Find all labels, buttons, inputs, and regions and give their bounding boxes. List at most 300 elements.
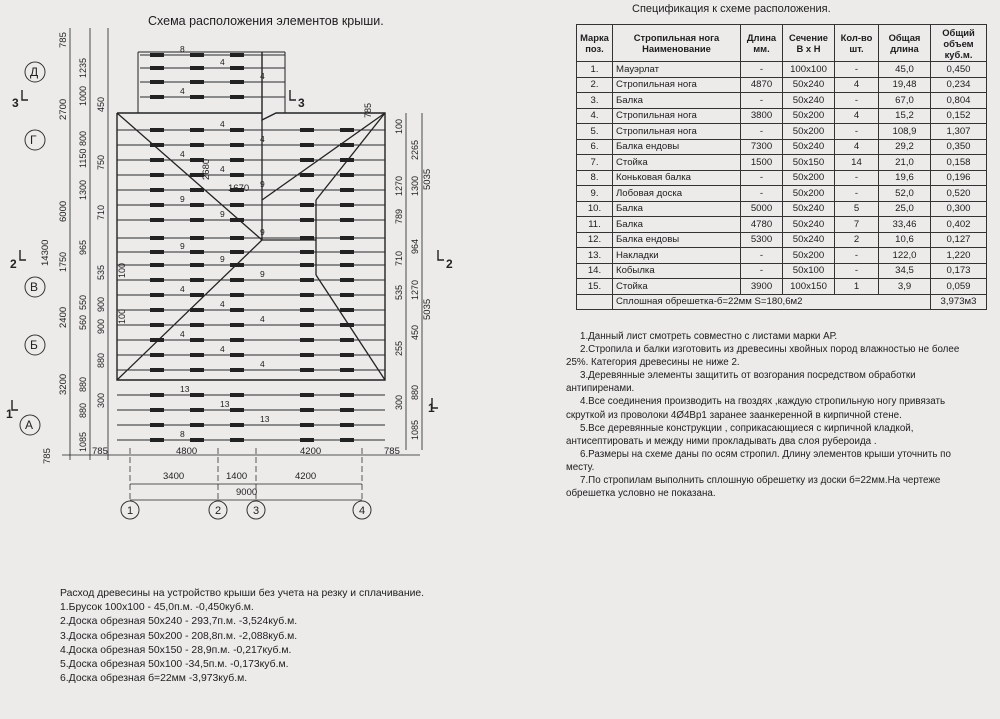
rafter-segment bbox=[300, 423, 314, 427]
note-item: 5.Все деревянные конструкции , соприкасающиеся с кирпичной кладкой, антисептировать и между ними прокладывать два слоя рубероида . bbox=[566, 422, 914, 447]
element-label: 4 bbox=[220, 164, 225, 174]
dim-450: 450 bbox=[96, 96, 106, 112]
cell: 50x200 bbox=[783, 186, 835, 202]
left-outer-dims bbox=[40, 32, 69, 464]
dim-100-a: 100 bbox=[117, 262, 127, 278]
cell: 1500 bbox=[741, 155, 783, 171]
cell: 5300 bbox=[741, 232, 783, 248]
cell: 50x240 bbox=[783, 93, 835, 109]
table-row bbox=[577, 279, 987, 295]
rafter-segment bbox=[190, 368, 204, 372]
element-label: 4 bbox=[260, 359, 265, 369]
rafter-segment bbox=[150, 368, 164, 372]
table-row bbox=[577, 186, 987, 202]
table-row bbox=[577, 248, 987, 264]
rafter-segment bbox=[230, 250, 244, 254]
cell: 7. bbox=[577, 155, 613, 171]
rafter-segment bbox=[190, 143, 204, 147]
table-row bbox=[577, 155, 987, 171]
dim-535: 535 bbox=[96, 264, 106, 280]
rafters bbox=[117, 53, 385, 442]
rafter-segment bbox=[230, 438, 244, 442]
table-row bbox=[577, 170, 987, 186]
cell: 67,0 bbox=[879, 93, 931, 109]
spec-col-header: Марка поз. bbox=[577, 25, 613, 62]
wood-item: 1.Брусок 100х100 - 45,0п.м. -0,450куб.м. bbox=[60, 602, 254, 614]
rafter-segment bbox=[230, 53, 244, 57]
section-mark-1-right: 1 bbox=[428, 401, 435, 415]
cell: Лобовая доска bbox=[613, 186, 741, 202]
dim-b-785-right: 785 bbox=[384, 446, 400, 457]
spec-col-header: Общий объем куб.м. bbox=[931, 25, 987, 62]
dim-r-1085: 1085 bbox=[410, 419, 420, 440]
cell: 2 bbox=[835, 232, 879, 248]
element-label: 9 bbox=[220, 209, 225, 219]
cell: 100x100 bbox=[783, 62, 835, 78]
rafter-segment bbox=[230, 308, 244, 312]
cell: 12. bbox=[577, 232, 613, 248]
cell: 50x240 bbox=[783, 77, 835, 93]
dim-r-2265-a: 2265 bbox=[410, 139, 420, 160]
rafter-segment bbox=[230, 393, 244, 397]
rafter-segment bbox=[150, 143, 164, 147]
element-label: 4 bbox=[260, 71, 265, 81]
rafter-segment bbox=[230, 143, 244, 147]
rafter-segment bbox=[190, 250, 204, 254]
cell: 1 bbox=[835, 279, 879, 295]
cell: 7300 bbox=[741, 139, 783, 155]
section-mark-2-left: 2 bbox=[10, 257, 17, 271]
rafter-segment bbox=[190, 188, 204, 192]
element-label: 4 bbox=[180, 149, 185, 159]
spec-col-header: Сечение В х Н bbox=[783, 25, 835, 62]
cell: - bbox=[835, 248, 879, 264]
rafter-segment bbox=[340, 353, 354, 357]
dim-1750: 1750 bbox=[58, 251, 68, 272]
element-label: 4 bbox=[260, 134, 265, 144]
rafter-segment bbox=[190, 53, 204, 57]
spec-col-header: Стропильная нога Наименование bbox=[613, 25, 741, 62]
axis-label-D: Д bbox=[30, 65, 39, 79]
table-row bbox=[577, 139, 987, 155]
cell: 50x100 bbox=[783, 263, 835, 279]
cell: 50x200 bbox=[783, 108, 835, 124]
cell: Стропильная нога bbox=[613, 77, 741, 93]
table-row bbox=[577, 201, 987, 217]
wood-item: 5.Доска обрезная 50х100 -34,5п.м. -0,173куб.м. bbox=[60, 659, 289, 671]
dim-1300: 1300 bbox=[78, 179, 88, 200]
rafter-segment bbox=[230, 236, 244, 240]
rafter-segment bbox=[150, 308, 164, 312]
element-label: 4 bbox=[260, 314, 265, 324]
rafter-segment bbox=[190, 128, 204, 132]
element-label: 9 bbox=[260, 227, 265, 237]
cell: 19,48 bbox=[879, 77, 931, 93]
section-mark-2-right: 2 bbox=[446, 257, 453, 271]
cell: 4780 bbox=[741, 217, 783, 233]
cell: 3. bbox=[577, 93, 613, 109]
spec-footer-total: 3,973м3 bbox=[931, 294, 987, 310]
note-item: 4.Все соединения производить на гвоздях ,каждую стропильную ногу привязать скруткой из проволоки 4Ø4Вр1 заранее заанкеренной в кирпичной стене. bbox=[566, 396, 946, 421]
cell: 14 bbox=[835, 155, 879, 171]
table-row bbox=[577, 232, 987, 248]
note-item: 2.Стропила и балки изготовить из древесины хвойных пород влажностью не более 25%. Категория древесины не ниже 2. bbox=[566, 344, 960, 369]
rafter-segment bbox=[300, 128, 314, 132]
dim-800: 800 bbox=[78, 130, 88, 146]
rafter-segment bbox=[190, 323, 204, 327]
table-row bbox=[577, 93, 987, 109]
rafter-segment bbox=[150, 250, 164, 254]
dim-r-964: 964 bbox=[410, 238, 420, 254]
cell: 33,46 bbox=[879, 217, 931, 233]
cell: 0,402 bbox=[931, 217, 987, 233]
cell: 8. bbox=[577, 170, 613, 186]
rafter-segment bbox=[300, 338, 314, 342]
cell: 0,234 bbox=[931, 77, 987, 93]
rafter-segment bbox=[300, 293, 314, 297]
rafter-segment bbox=[340, 173, 354, 177]
rafter-segment bbox=[340, 143, 354, 147]
element-label: 13 bbox=[260, 414, 270, 424]
cell: 50x240 bbox=[783, 139, 835, 155]
element-label: 13 bbox=[180, 384, 190, 394]
cell: 50x240 bbox=[783, 217, 835, 233]
rafter-segment bbox=[150, 263, 164, 267]
cell: 2. bbox=[577, 77, 613, 93]
cell: 50x150 bbox=[783, 155, 835, 171]
rafter-segment bbox=[190, 278, 204, 282]
rafter-segment bbox=[230, 353, 244, 357]
rafter-segment bbox=[340, 323, 354, 327]
element-label: 9 bbox=[180, 194, 185, 204]
rafter-segment bbox=[150, 236, 164, 240]
cell: Стойка bbox=[613, 279, 741, 295]
rafter-segment bbox=[190, 236, 204, 240]
table-row bbox=[577, 62, 987, 78]
spec-footer-row bbox=[577, 294, 987, 310]
dim-r-100: 100 bbox=[394, 118, 404, 134]
dim-2400: 2400 bbox=[58, 306, 69, 328]
section-mark-3-left: 3 bbox=[12, 96, 19, 110]
notes bbox=[566, 330, 976, 500]
element-label: 13 bbox=[220, 399, 230, 409]
col-label-1: 1 bbox=[127, 505, 134, 517]
rafter-segment bbox=[150, 173, 164, 177]
rafter-segment bbox=[230, 80, 244, 84]
roof-outline bbox=[117, 52, 385, 380]
dim-900-b: 900 bbox=[96, 296, 106, 312]
rafter-segment bbox=[190, 80, 204, 84]
cell: 122,0 bbox=[879, 248, 931, 264]
cell: - bbox=[741, 93, 783, 109]
rafter-segment bbox=[150, 53, 164, 57]
rafter-segment bbox=[150, 423, 164, 427]
cell: Балка ендовы bbox=[613, 232, 741, 248]
bottom-dims bbox=[92, 446, 400, 498]
element-label: 4 bbox=[220, 119, 225, 129]
axis-label-V: В bbox=[30, 280, 39, 294]
dim-b-4200-top: 4200 bbox=[300, 446, 322, 457]
cell: 50x200 bbox=[783, 170, 835, 186]
rafter-segment bbox=[230, 278, 244, 282]
dim-b-3400: 3400 bbox=[163, 471, 185, 482]
cell: - bbox=[835, 93, 879, 109]
rafter-segment bbox=[340, 308, 354, 312]
note-item: 6.Размеры на схеме даны по осям стропил. Длину элементов крыши уточнить по месту. bbox=[566, 448, 951, 473]
rafter-segment bbox=[340, 158, 354, 162]
rafter-segment bbox=[340, 203, 354, 207]
plan-title: Схема расположения элементов крыши. bbox=[148, 14, 384, 28]
rafter-segment bbox=[300, 203, 314, 207]
cell: 0,196 bbox=[931, 170, 987, 186]
cell: - bbox=[741, 124, 783, 140]
rafter-segment bbox=[300, 236, 314, 240]
element-label: 4 bbox=[180, 284, 185, 294]
dim-b-4200: 4200 bbox=[295, 471, 317, 482]
rafter-segment bbox=[340, 218, 354, 222]
spec-body bbox=[577, 62, 987, 295]
dim-2700: 2700 bbox=[58, 98, 69, 120]
cell: 52,0 bbox=[879, 186, 931, 202]
dim-2680: 2680 bbox=[201, 158, 212, 180]
dim-1235: 1235 bbox=[78, 57, 88, 78]
dim-b-4800: 4800 bbox=[176, 446, 198, 457]
cell: 7 bbox=[835, 217, 879, 233]
element-label: 4 bbox=[180, 329, 185, 339]
dim-880-c: 880 bbox=[78, 402, 88, 418]
wood-item: 6.Доска обрезная б=22мм -3,973куб.м. bbox=[60, 673, 248, 685]
rafter-segment bbox=[230, 368, 244, 372]
rafter-segment bbox=[300, 143, 314, 147]
rafter-segment bbox=[300, 250, 314, 254]
rafter-segment bbox=[230, 158, 244, 162]
rafter-segment bbox=[230, 293, 244, 297]
cell: 6. bbox=[577, 139, 613, 155]
rafter-segment bbox=[150, 218, 164, 222]
cell: 50x200 bbox=[783, 124, 835, 140]
cell bbox=[577, 294, 613, 310]
rafter-segment bbox=[340, 423, 354, 427]
rafter-segment bbox=[300, 308, 314, 312]
rafter-segment bbox=[340, 188, 354, 192]
rafter-segment bbox=[150, 293, 164, 297]
rafter-segment bbox=[150, 188, 164, 192]
dim-900-a: 900 bbox=[96, 318, 106, 334]
dim-880-a: 880 bbox=[96, 352, 106, 368]
dim-r-5035-a: 5035 bbox=[422, 168, 433, 190]
rafter-segment bbox=[340, 393, 354, 397]
section-mark-1-left: 1 bbox=[6, 407, 13, 421]
dim-965: 965 bbox=[78, 239, 88, 255]
cell: 50x240 bbox=[783, 201, 835, 217]
cell: 4 bbox=[835, 77, 879, 93]
rafter-segment bbox=[150, 323, 164, 327]
rafter-segment bbox=[340, 263, 354, 267]
cell: 3,9 bbox=[879, 279, 931, 295]
cell: - bbox=[741, 263, 783, 279]
rafter-segment bbox=[150, 128, 164, 132]
rafter-segment bbox=[230, 408, 244, 412]
dim-6000: 6000 bbox=[58, 200, 69, 222]
cell: 5. bbox=[577, 124, 613, 140]
dim-b-9000: 9000 bbox=[236, 487, 258, 498]
rafter-segment bbox=[340, 293, 354, 297]
rafter-segment bbox=[150, 80, 164, 84]
cell: 4 bbox=[835, 108, 879, 124]
wood-item: 4.Доска обрезная 50х150 - 28,9п.м. -0,217куб.м. bbox=[60, 644, 292, 656]
element-label: 8 bbox=[180, 429, 185, 439]
cell: 25,0 bbox=[879, 201, 931, 217]
cell: 0,173 bbox=[931, 263, 987, 279]
rafter-segment bbox=[150, 66, 164, 70]
cell: 1,220 bbox=[931, 248, 987, 264]
cell: 13. bbox=[577, 248, 613, 264]
rafter-segment bbox=[230, 203, 244, 207]
spec-col-header: Кол-во шт. bbox=[835, 25, 879, 62]
rafter-segment bbox=[230, 95, 244, 99]
element-label: 4 bbox=[220, 57, 225, 67]
table-row bbox=[577, 77, 987, 93]
col-label-4: 4 bbox=[359, 505, 366, 517]
rafter-segment bbox=[190, 203, 204, 207]
dim-r-880: 880 bbox=[410, 384, 420, 400]
rafter-segment bbox=[340, 368, 354, 372]
rafter-segment bbox=[340, 128, 354, 132]
rafter-segment bbox=[190, 438, 204, 442]
rafter-segment bbox=[340, 278, 354, 282]
table-row bbox=[577, 217, 987, 233]
rafter-segment bbox=[340, 408, 354, 412]
spec-col-header: Общая длина bbox=[879, 25, 931, 62]
cell: 4870 bbox=[741, 77, 783, 93]
rafter-segment bbox=[150, 278, 164, 282]
cell: Балка bbox=[613, 217, 741, 233]
cell: 0,127 bbox=[931, 232, 987, 248]
rafter-segment bbox=[300, 438, 314, 442]
rafter-segment bbox=[230, 423, 244, 427]
cell: 50x240 bbox=[783, 232, 835, 248]
dim-1150-a: 1150 bbox=[78, 148, 88, 168]
cell: 0,152 bbox=[931, 108, 987, 124]
rafter-segment bbox=[300, 353, 314, 357]
dim-1670: 1670 bbox=[228, 183, 250, 194]
cell: - bbox=[835, 263, 879, 279]
dim-r-2265-b: 450 bbox=[410, 324, 420, 340]
cell: Мауэрлат bbox=[613, 62, 741, 78]
dim-1085: 1085 bbox=[78, 431, 88, 452]
col-label-2: 2 bbox=[215, 505, 222, 517]
axis-label-B: Б bbox=[30, 338, 38, 352]
rafter-segment bbox=[190, 95, 204, 99]
cell: 0,158 bbox=[931, 155, 987, 171]
spec-footer-label: Сплошная обрешетка-б=22мм S=180,6м2 bbox=[613, 294, 931, 310]
right-inner-dims bbox=[363, 103, 420, 440]
axis-label-A: А bbox=[25, 418, 34, 432]
dim-300: 300 bbox=[96, 392, 106, 408]
rafter-segment bbox=[300, 158, 314, 162]
dim-r-710: 710 bbox=[394, 250, 404, 266]
cell: 21,0 bbox=[879, 155, 931, 171]
cell: 9. bbox=[577, 186, 613, 202]
rafter-segment bbox=[150, 393, 164, 397]
cell: 1. bbox=[577, 62, 613, 78]
rafter-segment bbox=[230, 66, 244, 70]
element-label: 9 bbox=[220, 254, 225, 264]
element-label: 9 bbox=[260, 269, 265, 279]
rafter-segment bbox=[300, 263, 314, 267]
cell: - bbox=[741, 170, 783, 186]
rafter-segment bbox=[150, 408, 164, 412]
cell: Балка bbox=[613, 93, 741, 109]
dim-100-b: 100 bbox=[117, 308, 127, 324]
cell: 45,0 bbox=[879, 62, 931, 78]
rafter-segment bbox=[190, 353, 204, 357]
cell: Стропильная нога bbox=[613, 124, 741, 140]
dim-550: 550 bbox=[78, 294, 88, 310]
rafter-segment bbox=[150, 338, 164, 342]
cell: Стропильная нога bbox=[613, 108, 741, 124]
dim-14300: 14300 bbox=[40, 239, 51, 266]
col-label-3: 3 bbox=[253, 505, 260, 517]
note-item: 7.По стропилам выполнить сплошную обрешетку из доски б=22мм.На чертеже обрешетка условно не показана. bbox=[566, 475, 941, 500]
rafter-segment bbox=[230, 128, 244, 132]
dim-b-1400: 1400 bbox=[226, 471, 248, 482]
cell: 3900 bbox=[741, 279, 783, 295]
rafter-segment bbox=[190, 308, 204, 312]
cell: - bbox=[835, 170, 879, 186]
rafter-segment bbox=[230, 323, 244, 327]
rafter-segment bbox=[190, 66, 204, 70]
dim-r-1270-b: 1270 bbox=[410, 279, 420, 300]
rafter-segment bbox=[300, 323, 314, 327]
note-item: 1.Данный лист смотреть совместно с листами марки АР. bbox=[580, 331, 838, 342]
wood-item: 3.Доска обрезная 50х200 - 208,8п.м. -2,088куб.м. bbox=[60, 630, 298, 642]
element-label: 4 bbox=[220, 344, 225, 354]
cell: 15,2 bbox=[879, 108, 931, 124]
section-arrows bbox=[12, 90, 444, 410]
element-label: 4 bbox=[180, 86, 185, 96]
cell: 4. bbox=[577, 108, 613, 124]
cell: 10. bbox=[577, 201, 613, 217]
rafter-segment bbox=[150, 158, 164, 162]
wood-item: 2.Доска обрезная 50х240 - 293,7п.м. -3,524куб.м. bbox=[60, 616, 298, 628]
axis-label-G: Г bbox=[30, 133, 37, 147]
dim-560: 560 bbox=[78, 314, 88, 330]
cell: 5 bbox=[835, 201, 879, 217]
rafter-segment bbox=[340, 438, 354, 442]
cell: 50x200 bbox=[783, 248, 835, 264]
element-label: 9 bbox=[180, 241, 185, 251]
rafter-segment bbox=[190, 423, 204, 427]
table-row bbox=[577, 263, 987, 279]
rafter-segment bbox=[230, 218, 244, 222]
cell: 0,300 bbox=[931, 201, 987, 217]
dim-r-1300: 1300 bbox=[410, 175, 420, 196]
table-row bbox=[577, 108, 987, 124]
cell: 0,350 bbox=[931, 139, 987, 155]
dim-785-top: 785 bbox=[58, 32, 69, 48]
section-mark-3-right: 3 bbox=[298, 96, 305, 110]
cell: 108,9 bbox=[879, 124, 931, 140]
rafter-segment bbox=[340, 250, 354, 254]
cell: 0,804 bbox=[931, 93, 987, 109]
rafter-segment bbox=[300, 173, 314, 177]
dim-r-1270-a: 1270 bbox=[394, 175, 404, 196]
element-label: 4 bbox=[220, 299, 225, 309]
rafter-segment bbox=[300, 188, 314, 192]
dim-r-535: 535 bbox=[394, 284, 404, 300]
cell: 0,059 bbox=[931, 279, 987, 295]
